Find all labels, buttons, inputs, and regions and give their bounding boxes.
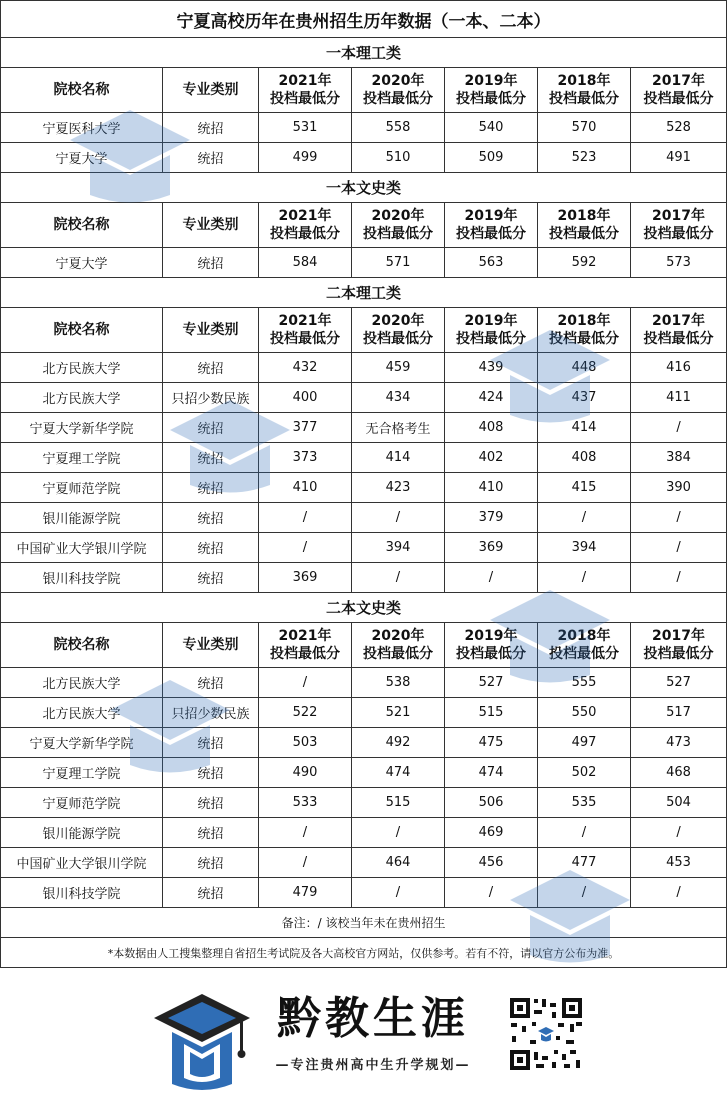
section-title: 二本文史类 (1, 593, 727, 623)
cell-school: 宁夏医科大学 (1, 113, 163, 143)
cell-score: / (352, 878, 445, 908)
cell-score: / (631, 533, 727, 563)
cell-score: 469 (445, 818, 538, 848)
column-header-row (1, 203, 727, 248)
cell-score: / (445, 563, 538, 593)
cell-category: 统招 (163, 818, 259, 848)
cell-school: 银川科技学院 (1, 563, 163, 593)
cell-school: 北方民族大学 (1, 353, 163, 383)
header-year (631, 308, 727, 353)
header-score-label: 投档最低分 (643, 646, 714, 662)
cell-score: 584 (259, 248, 352, 278)
cell-score: / (352, 503, 445, 533)
cell-score: 408 (538, 443, 631, 473)
section-row (1, 173, 727, 203)
header-year (631, 203, 727, 248)
cell-school: 宁夏大学新华学院 (1, 728, 163, 758)
cell-category: 统招 (163, 848, 259, 878)
cell-score: / (445, 878, 538, 908)
cell-school: 北方民族大学 (1, 698, 163, 728)
header-school: 院校名称 (1, 308, 163, 353)
cell-score: 423 (352, 473, 445, 503)
title-row (1, 1, 727, 38)
cell-score: 521 (352, 698, 445, 728)
cell-score: / (538, 503, 631, 533)
cell-score: / (259, 818, 352, 848)
cell-score: 400 (259, 383, 352, 413)
header-score-label: 投档最低分 (363, 646, 433, 662)
header-year (445, 308, 538, 353)
cell-score: 570 (538, 113, 631, 143)
cell-score: / (538, 818, 631, 848)
note-row (1, 908, 727, 938)
cell-score: 390 (631, 473, 727, 503)
header-school: 院校名称 (1, 203, 163, 248)
cell-score: 无合格考生 (352, 413, 445, 443)
cell-school: 银川科技学院 (1, 878, 163, 908)
cell-score: 528 (631, 113, 727, 143)
cell-score: / (631, 503, 727, 533)
cell-score: 563 (445, 248, 538, 278)
cell-school: 北方民族大学 (1, 668, 163, 698)
cell-score: 384 (631, 443, 727, 473)
header-year-label: 2019年 (464, 208, 518, 224)
cell-score: 453 (631, 848, 727, 878)
brand-slogan: —专注贵州高中生升学规划— (275, 1058, 471, 1073)
cell-score: 510 (352, 143, 445, 173)
header-category: 专业类别 (163, 203, 259, 248)
cell-category: 统招 (163, 143, 259, 173)
cell-school: 宁夏师范学院 (1, 473, 163, 503)
cell-category: 统招 (163, 758, 259, 788)
header-year-label: 2021年 (278, 628, 332, 644)
section-row (1, 278, 727, 308)
column-header-row (1, 623, 727, 668)
header-score-label: 投档最低分 (643, 226, 714, 242)
header-year (352, 308, 445, 353)
cell-score: 515 (445, 698, 538, 728)
header-score-label: 投档最低分 (363, 331, 433, 347)
header-year-label: 2018年 (557, 313, 611, 329)
cell-score: 573 (631, 248, 727, 278)
cell-score: 437 (538, 383, 631, 413)
cell-score: 503 (259, 728, 352, 758)
header-year (259, 308, 352, 353)
cell-score: 410 (445, 473, 538, 503)
footer-branding (0, 968, 728, 1103)
cell-score: 502 (538, 758, 631, 788)
table-row (1, 563, 727, 593)
cell-score: 571 (352, 248, 445, 278)
brand-name: 黔教生涯 (277, 993, 469, 1044)
section-row (1, 38, 727, 68)
cell-category: 统招 (163, 113, 259, 143)
header-score-label: 投档最低分 (270, 646, 340, 662)
table-row (1, 818, 727, 848)
cell-score: 538 (352, 668, 445, 698)
header-school: 院校名称 (1, 68, 163, 113)
cell-score: 414 (352, 443, 445, 473)
table-row (1, 758, 727, 788)
cell-score: 504 (631, 788, 727, 818)
cell-score: 464 (352, 848, 445, 878)
cell-category: 统招 (163, 878, 259, 908)
header-year-label: 2019年 (464, 313, 518, 329)
header-year-label: 2017年 (652, 73, 706, 89)
cell-score: 506 (445, 788, 538, 818)
cell-category: 统招 (163, 668, 259, 698)
table-row (1, 848, 727, 878)
table-row (1, 248, 727, 278)
header-score-label: 投档最低分 (643, 331, 714, 347)
header-year-label: 2020年 (371, 313, 425, 329)
table-row (1, 443, 727, 473)
header-score-label: 投档最低分 (270, 331, 340, 347)
cell-score: 402 (445, 443, 538, 473)
cell-score: 474 (352, 758, 445, 788)
header-year (538, 623, 631, 668)
cell-score: 527 (445, 668, 538, 698)
cell-category: 统招 (163, 563, 259, 593)
cell-score: 394 (538, 533, 631, 563)
header-year (631, 623, 727, 668)
cell-score: 531 (259, 113, 352, 143)
cell-category: 统招 (163, 413, 259, 443)
cell-score: / (631, 818, 727, 848)
header-year (538, 203, 631, 248)
table-row (1, 383, 727, 413)
table-row (1, 878, 727, 908)
header-year (445, 68, 538, 113)
header-year-label: 2020年 (371, 208, 425, 224)
cell-school: 银川能源学院 (1, 818, 163, 848)
header-score-label: 投档最低分 (549, 91, 619, 107)
header-year (259, 203, 352, 248)
section-row (1, 593, 727, 623)
header-score-label: 投档最低分 (549, 226, 619, 242)
header-year-label: 2021年 (278, 208, 332, 224)
column-header-row (1, 308, 727, 353)
source-row (1, 938, 727, 968)
header-score-label: 投档最低分 (643, 91, 714, 107)
cell-score: / (259, 668, 352, 698)
header-year (352, 203, 445, 248)
header-year (259, 623, 352, 668)
cell-score: 474 (445, 758, 538, 788)
header-score-label: 投档最低分 (456, 646, 526, 662)
header-score-label: 投档最低分 (456, 91, 526, 107)
cell-score: 558 (352, 113, 445, 143)
cell-score: 490 (259, 758, 352, 788)
cell-score: 497 (538, 728, 631, 758)
cell-score: 377 (259, 413, 352, 443)
cell-school: 宁夏大学新华学院 (1, 413, 163, 443)
header-category: 专业类别 (163, 308, 259, 353)
cell-score: / (352, 818, 445, 848)
cell-category: 统招 (163, 503, 259, 533)
cell-school: 宁夏理工学院 (1, 443, 163, 473)
header-school: 院校名称 (1, 623, 163, 668)
header-year-label: 2021年 (278, 313, 332, 329)
table-row (1, 503, 727, 533)
cell-score: / (259, 848, 352, 878)
header-score-label: 投档最低分 (549, 331, 619, 347)
cell-score: 492 (352, 728, 445, 758)
header-score-label: 投档最低分 (456, 226, 526, 242)
cell-score: 477 (538, 848, 631, 878)
header-year (538, 68, 631, 113)
header-year (352, 68, 445, 113)
column-header-row (1, 68, 727, 113)
header-year (631, 68, 727, 113)
cell-score: / (259, 533, 352, 563)
header-score-label: 投档最低分 (456, 331, 526, 347)
cell-score: 456 (445, 848, 538, 878)
cell-score: 459 (352, 353, 445, 383)
table-note: 备注：/ 该校当年未在贵州招生 (1, 908, 727, 938)
header-year-label: 2017年 (652, 628, 706, 644)
header-year (352, 623, 445, 668)
cell-score: 369 (259, 563, 352, 593)
cell-score: 475 (445, 728, 538, 758)
table-row (1, 473, 727, 503)
cell-school: 宁夏大学 (1, 248, 163, 278)
cell-score: 533 (259, 788, 352, 818)
header-category: 专业类别 (163, 68, 259, 113)
cell-score: 473 (631, 728, 727, 758)
cell-score: 411 (631, 383, 727, 413)
cell-category: 统招 (163, 443, 259, 473)
header-year-label: 2018年 (557, 73, 611, 89)
table-row (1, 353, 727, 383)
cell-score: 414 (538, 413, 631, 443)
cell-score: 509 (445, 143, 538, 173)
qr-code-icon (508, 996, 584, 1072)
table-row (1, 113, 727, 143)
data-source-disclaimer: *本数据由人工搜集整理自省招生考试院及各大高校官方网站，仅供参考。若有不符，请以官方公布为准。 (1, 938, 727, 968)
table-row (1, 533, 727, 563)
header-year-label: 2019年 (464, 628, 518, 644)
cell-school: 中国矿业大学银川学院 (1, 533, 163, 563)
cell-category: 统招 (163, 353, 259, 383)
table-row (1, 698, 727, 728)
cell-school: 宁夏理工学院 (1, 758, 163, 788)
header-year (259, 68, 352, 113)
cell-score: / (631, 878, 727, 908)
page-title: 宁夏高校历年在贵州招生历年数据（一本、二本） (1, 1, 727, 38)
section-title: 一本文史类 (1, 173, 727, 203)
cell-school: 北方民族大学 (1, 383, 163, 413)
cell-category: 只招少数民族 (163, 383, 259, 413)
cell-score: 592 (538, 248, 631, 278)
header-year-label: 2017年 (652, 313, 706, 329)
cell-score: / (631, 413, 727, 443)
header-year-label: 2017年 (652, 208, 706, 224)
cell-score: 468 (631, 758, 727, 788)
table-row (1, 413, 727, 443)
cell-score: 517 (631, 698, 727, 728)
cell-school: 中国矿业大学银川学院 (1, 848, 163, 878)
header-score-label: 投档最低分 (270, 91, 340, 107)
table-row (1, 668, 727, 698)
cell-score: / (259, 503, 352, 533)
cell-score: 439 (445, 353, 538, 383)
cell-score: 424 (445, 383, 538, 413)
cell-score: 416 (631, 353, 727, 383)
cell-score: 523 (538, 143, 631, 173)
cell-school: 宁夏大学 (1, 143, 163, 173)
header-score-label: 投档最低分 (363, 226, 433, 242)
cell-score: 550 (538, 698, 631, 728)
cell-score: / (538, 563, 631, 593)
header-year-label: 2021年 (278, 73, 332, 89)
header-year-label: 2018年 (557, 628, 611, 644)
cell-score: 535 (538, 788, 631, 818)
cell-score: 373 (259, 443, 352, 473)
cell-category: 统招 (163, 473, 259, 503)
header-score-label: 投档最低分 (270, 226, 340, 242)
cell-school: 宁夏师范学院 (1, 788, 163, 818)
cell-score: 410 (259, 473, 352, 503)
cell-score: 369 (445, 533, 538, 563)
table-row (1, 788, 727, 818)
cell-score: 499 (259, 143, 352, 173)
section-title: 二本理工类 (1, 278, 727, 308)
graduation-cap-icon (152, 992, 252, 1098)
cell-score: / (538, 878, 631, 908)
cell-score: / (631, 563, 727, 593)
header-year (538, 308, 631, 353)
section-title: 一本理工类 (1, 38, 727, 68)
cell-score: 522 (259, 698, 352, 728)
header-year-label: 2020年 (371, 628, 425, 644)
cell-category: 统招 (163, 728, 259, 758)
cell-score: 394 (352, 533, 445, 563)
header-score-label: 投档最低分 (363, 91, 433, 107)
table-row (1, 728, 727, 758)
cell-category: 只招少数民族 (163, 698, 259, 728)
cell-score: / (352, 563, 445, 593)
cell-score: 527 (631, 668, 727, 698)
table-row (1, 143, 727, 173)
header-year-label: 2018年 (557, 208, 611, 224)
cell-score: 432 (259, 353, 352, 383)
cell-score: 491 (631, 143, 727, 173)
header-year-label: 2020年 (371, 73, 425, 89)
cell-category: 统招 (163, 533, 259, 563)
header-category: 专业类别 (163, 623, 259, 668)
cell-school: 银川能源学院 (1, 503, 163, 533)
cell-category: 统招 (163, 248, 259, 278)
header-year-label: 2019年 (464, 73, 518, 89)
header-score-label: 投档最低分 (549, 646, 619, 662)
cell-score: 434 (352, 383, 445, 413)
cell-score: 515 (352, 788, 445, 818)
cell-score: 415 (538, 473, 631, 503)
cell-score: 540 (445, 113, 538, 143)
cell-category: 统招 (163, 788, 259, 818)
cell-score: 408 (445, 413, 538, 443)
cell-score: 479 (259, 878, 352, 908)
cell-score: 448 (538, 353, 631, 383)
header-year (445, 203, 538, 248)
header-year (445, 623, 538, 668)
cell-score: 555 (538, 668, 631, 698)
cell-score: 379 (445, 503, 538, 533)
